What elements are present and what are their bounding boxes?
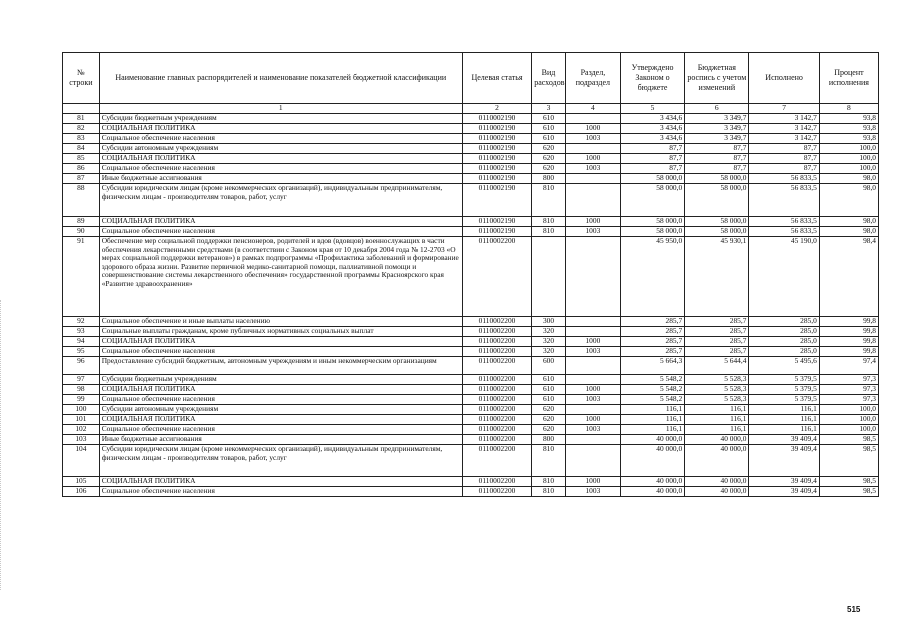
cell-row-no: 83: [63, 134, 100, 144]
cell-executed: 285,0: [749, 327, 819, 337]
cell-target: 0110002190: [462, 134, 531, 144]
cell-name: Социальные выплаты гражданам, кроме публичных нормативных социальных выплат: [99, 327, 462, 337]
header-target: Целевая статья: [462, 53, 531, 104]
cell-section: [565, 114, 620, 124]
cell-schedule: 58 000,0: [685, 227, 749, 237]
cell-approved: 116,1: [620, 405, 684, 415]
cell-section: [565, 174, 620, 184]
column-number: 3: [532, 104, 566, 114]
cell-name: СОЦИАЛЬНАЯ ПОЛИТИКА: [99, 415, 462, 425]
cell-schedule: 87,7: [685, 154, 749, 164]
cell-name: Субсидии бюджетным учреждениям: [99, 375, 462, 385]
cell-target: 0110002200: [462, 415, 531, 425]
cell-target: 0110002200: [462, 237, 531, 317]
cell-schedule: 285,7: [685, 327, 749, 337]
column-number-blank: [63, 104, 100, 114]
cell-percent: 100,0: [819, 415, 878, 425]
table-row: [63, 124, 879, 134]
cell-percent: 98,5: [819, 435, 878, 445]
cell-target: 0110002200: [462, 375, 531, 385]
column-number: 2: [462, 104, 531, 114]
table-row: [63, 327, 879, 337]
cell-type: 600: [532, 357, 566, 375]
cell-name: Предоставление субсидий бюджетным, автономным учреждениям и иным некоммерческим организациям: [99, 357, 462, 375]
table-row: [63, 144, 879, 154]
cell-name: Субсидии юридическим лицам (кроме некоммерческих организаций), индивидуальным предпринимателям, физическим лицам - производителям товаров, работ, услуг: [99, 184, 462, 217]
cell-approved: 40 000,0: [620, 445, 684, 477]
cell-target: 0110002200: [462, 435, 531, 445]
cell-schedule: 285,7: [685, 337, 749, 347]
cell-approved: 87,7: [620, 154, 684, 164]
cell-section: [565, 144, 620, 154]
cell-percent: 98,5: [819, 487, 878, 497]
cell-section: 1000: [565, 385, 620, 395]
cell-name: СОЦИАЛЬНАЯ ПОЛИТИКА: [99, 154, 462, 164]
cell-type: 320: [532, 337, 566, 347]
cell-target: 0110002200: [462, 405, 531, 415]
cell-percent: 100,0: [819, 154, 878, 164]
table-row: [63, 237, 879, 317]
column-number: 8: [819, 104, 878, 114]
cell-section: [565, 445, 620, 477]
table-row: [63, 347, 879, 357]
cell-name: СОЦИАЛЬНАЯ ПОЛИТИКА: [99, 337, 462, 347]
cell-executed: 87,7: [749, 144, 819, 154]
cell-schedule: 3 349,7: [685, 124, 749, 134]
cell-approved: 5 548,2: [620, 375, 684, 385]
cell-target: 0110002200: [462, 327, 531, 337]
cell-executed: 39 409,4: [749, 445, 819, 477]
table-row: [63, 184, 879, 217]
cell-schedule: 285,7: [685, 317, 749, 327]
cell-section: [565, 405, 620, 415]
column-number: 1: [99, 104, 462, 114]
cell-row-no: 95: [63, 347, 100, 357]
cell-schedule: 5 644,4: [685, 357, 749, 375]
cell-approved: 58 000,0: [620, 217, 684, 227]
cell-name: Субсидии автономным учреждениям: [99, 144, 462, 154]
cell-type: 620: [532, 164, 566, 174]
cell-type: 620: [532, 415, 566, 425]
cell-approved: 285,7: [620, 347, 684, 357]
cell-executed: 5 495,6: [749, 357, 819, 375]
cell-executed: 3 142,7: [749, 134, 819, 144]
cell-target: 0110002200: [462, 317, 531, 327]
cell-executed: 56 833,5: [749, 217, 819, 227]
cell-target: 0110002200: [462, 337, 531, 347]
cell-approved: 87,7: [620, 164, 684, 174]
cell-section: [565, 184, 620, 217]
cell-approved: 3 434,6: [620, 134, 684, 144]
cell-row-no: 104: [63, 445, 100, 477]
cell-type: 800: [532, 174, 566, 184]
cell-schedule: 5 528,3: [685, 395, 749, 405]
cell-name: Социальное обеспечение населения: [99, 425, 462, 435]
cell-type: 300: [532, 317, 566, 327]
cell-target: 0110002190: [462, 184, 531, 217]
cell-row-no: 106: [63, 487, 100, 497]
cell-percent: 100,0: [819, 164, 878, 174]
cell-percent: 99,8: [819, 317, 878, 327]
cell-section: [565, 357, 620, 375]
cell-target: 0110002190: [462, 154, 531, 164]
cell-row-no: 97: [63, 375, 100, 385]
cell-type: 810: [532, 487, 566, 497]
cell-executed: 39 409,4: [749, 487, 819, 497]
cell-section: 1000: [565, 154, 620, 164]
header-section: Раздел, подраздел: [565, 53, 620, 104]
cell-target: 0110002200: [462, 347, 531, 357]
cell-type: 320: [532, 327, 566, 337]
cell-type: 610: [532, 124, 566, 134]
cell-row-no: 85: [63, 154, 100, 164]
table-row: [63, 487, 879, 497]
cell-percent: 100,0: [819, 405, 878, 415]
cell-executed: 3 142,7: [749, 124, 819, 134]
cell-executed: 116,1: [749, 405, 819, 415]
cell-executed: 285,0: [749, 347, 819, 357]
cell-target: 0110002190: [462, 174, 531, 184]
cell-type: 610: [532, 385, 566, 395]
header-approved: Утверждено Законом о бюджете: [620, 53, 684, 104]
cell-approved: 87,7: [620, 144, 684, 154]
cell-section: 1003: [565, 395, 620, 405]
cell-name: СОЦИАЛЬНАЯ ПОЛИТИКА: [99, 385, 462, 395]
cell-row-no: 102: [63, 425, 100, 435]
cell-executed: 285,0: [749, 337, 819, 347]
cell-approved: 58 000,0: [620, 184, 684, 217]
cell-schedule: 40 000,0: [685, 445, 749, 477]
cell-schedule: 5 528,3: [685, 385, 749, 395]
cell-schedule: 5 528,3: [685, 375, 749, 385]
cell-approved: 5 548,2: [620, 385, 684, 395]
cell-target: 0110002190: [462, 144, 531, 154]
cell-row-no: 101: [63, 415, 100, 425]
header-type: Вид расходов: [532, 53, 566, 104]
cell-type: 810: [532, 217, 566, 227]
cell-name: Субсидии юридическим лицам (кроме некоммерческих организаций), индивидуальным предпринимателям, физическим лицам - производителям товаров, работ, услуг: [99, 445, 462, 477]
cell-section: 1000: [565, 477, 620, 487]
cell-name: Социальное обеспечение населения: [99, 227, 462, 237]
cell-name: Обеспечение мер социальной поддержки пенсионеров, родителей и вдов (вдовцов) военнослужащих в части обеспечения лекарственными средствами (в соответствии с Законом края от 10 декабря 2004 года № 12-2703 «О мерах социальной поддержки ветеранов») в рамках подпрограммы «Профилактика заболеваний и формирование здорового образа жизни. Развитие первичной медико-санитарной помощи, паллиативной помощи и совершенствование системы лекарственного обеспечения» государственной программы Красноярского края «Развитие здравоохранения»: [99, 237, 462, 317]
cell-percent: 93,8: [819, 134, 878, 144]
column-number: 4: [565, 104, 620, 114]
column-numbers-row: [63, 104, 879, 114]
cell-section: 1000: [565, 415, 620, 425]
cell-approved: 40 000,0: [620, 435, 684, 445]
cell-type: 620: [532, 154, 566, 164]
cell-type: 620: [532, 144, 566, 154]
cell-target: 0110002190: [462, 164, 531, 174]
header-name: Наименование главных распорядителей и наименование показателей бюджетной классификации: [99, 53, 462, 104]
cell-percent: 98,0: [819, 217, 878, 227]
cell-executed: 87,7: [749, 164, 819, 174]
cell-executed: 56 833,5: [749, 184, 819, 217]
cell-row-no: 90: [63, 227, 100, 237]
cell-row-no: 100: [63, 405, 100, 415]
table-row: [63, 425, 879, 435]
cell-target: 0110002200: [462, 395, 531, 405]
cell-executed: 5 379,5: [749, 395, 819, 405]
cell-name: Социальное обеспечение населения: [99, 134, 462, 144]
table-row: [63, 415, 879, 425]
cell-type: 800: [532, 435, 566, 445]
cell-schedule: 40 000,0: [685, 435, 749, 445]
cell-row-no: 91: [63, 237, 100, 317]
cell-schedule: 285,7: [685, 347, 749, 357]
cell-schedule: 116,1: [685, 415, 749, 425]
cell-percent: 99,8: [819, 327, 878, 337]
table-row: [63, 375, 879, 385]
cell-approved: 40 000,0: [620, 487, 684, 497]
cell-target: 0110002200: [462, 357, 531, 375]
cell-schedule: 58 000,0: [685, 217, 749, 227]
cell-schedule: 87,7: [685, 144, 749, 154]
cell-executed: 5 379,5: [749, 375, 819, 385]
cell-section: [565, 375, 620, 385]
cell-name: Субсидии автономным учреждениям: [99, 405, 462, 415]
cell-name: Субсидии бюджетным учреждениям: [99, 114, 462, 124]
cell-row-no: 81: [63, 114, 100, 124]
cell-type: 610: [532, 375, 566, 385]
cell-approved: 3 434,6: [620, 114, 684, 124]
cell-percent: 99,8: [819, 337, 878, 347]
cell-name: Социальное обеспечение населения: [99, 487, 462, 497]
cell-row-no: 99: [63, 395, 100, 405]
cell-percent: 98,4: [819, 237, 878, 317]
table-row: [63, 337, 879, 347]
cell-section: 1003: [565, 134, 620, 144]
cell-section: 1003: [565, 487, 620, 497]
cell-percent: 97,4: [819, 357, 878, 375]
table-row: [63, 385, 879, 395]
cell-row-no: 84: [63, 144, 100, 154]
cell-approved: 3 434,6: [620, 124, 684, 134]
cell-percent: 93,8: [819, 114, 878, 124]
cell-row-no: 98: [63, 385, 100, 395]
cell-section: 1000: [565, 124, 620, 134]
cell-percent: 98,5: [819, 445, 878, 477]
cell-row-no: 94: [63, 337, 100, 347]
cell-executed: 87,7: [749, 154, 819, 164]
cell-percent: 97,3: [819, 395, 878, 405]
cell-schedule: 116,1: [685, 405, 749, 415]
cell-section: [565, 327, 620, 337]
table-row: [63, 174, 879, 184]
cell-approved: 285,7: [620, 327, 684, 337]
cell-row-no: 82: [63, 124, 100, 134]
cell-approved: 5 548,2: [620, 395, 684, 405]
cell-percent: 98,5: [819, 477, 878, 487]
table-row: [63, 164, 879, 174]
table-row: [63, 395, 879, 405]
cell-approved: 45 950,0: [620, 237, 684, 317]
cell-row-no: 93: [63, 327, 100, 337]
column-number: 7: [749, 104, 819, 114]
table-row: [63, 435, 879, 445]
cell-type: 810: [532, 184, 566, 217]
cell-type: [532, 237, 566, 317]
cell-type: 810: [532, 477, 566, 487]
cell-approved: 285,7: [620, 337, 684, 347]
cell-row-no: 86: [63, 164, 100, 174]
cell-name: СОЦИАЛЬНАЯ ПОЛИТИКА: [99, 477, 462, 487]
cell-name: Социальное обеспечение населения: [99, 395, 462, 405]
cell-schedule: 58 000,0: [685, 174, 749, 184]
table-row: [63, 154, 879, 164]
cell-executed: 5 379,5: [749, 385, 819, 395]
cell-target: 0110002200: [462, 445, 531, 477]
cell-approved: 5 664,3: [620, 357, 684, 375]
cell-target: 0110002190: [462, 114, 531, 124]
cell-name: Социальное обеспечение и иные выплаты населению: [99, 317, 462, 327]
cell-name: Социальное обеспечение населения: [99, 164, 462, 174]
cell-section: 1003: [565, 425, 620, 435]
cell-schedule: 116,1: [685, 425, 749, 435]
cell-percent: 97,3: [819, 385, 878, 395]
cell-type: 810: [532, 445, 566, 477]
header-executed: Исполнено: [749, 53, 819, 104]
cell-schedule: 58 000,0: [685, 184, 749, 217]
cell-percent: 93,8: [819, 124, 878, 134]
table-row: [63, 357, 879, 375]
cell-percent: 100,0: [819, 144, 878, 154]
scan-margin-marks: [0, 300, 5, 590]
cell-approved: 40 000,0: [620, 477, 684, 487]
cell-name: СОЦИАЛЬНАЯ ПОЛИТИКА: [99, 124, 462, 134]
table-row: [63, 477, 879, 487]
cell-target: 0110002190: [462, 124, 531, 134]
cell-target: 0110002200: [462, 477, 531, 487]
cell-type: 610: [532, 395, 566, 405]
cell-type: 620: [532, 425, 566, 435]
cell-executed: 116,1: [749, 415, 819, 425]
cell-approved: 116,1: [620, 415, 684, 425]
cell-name: Социальное обеспечение населения: [99, 347, 462, 357]
cell-approved: 116,1: [620, 425, 684, 435]
cell-schedule: 3 349,7: [685, 114, 749, 124]
cell-target: 0110002200: [462, 425, 531, 435]
cell-row-no: 87: [63, 174, 100, 184]
table-row: [63, 317, 879, 327]
header-row-no: № строки: [63, 53, 100, 104]
table-row: [63, 134, 879, 144]
header-row: [63, 53, 879, 104]
cell-name: СОЦИАЛЬНАЯ ПОЛИТИКА: [99, 217, 462, 227]
cell-section: 1000: [565, 217, 620, 227]
cell-schedule: 87,7: [685, 164, 749, 174]
cell-executed: 3 142,7: [749, 114, 819, 124]
cell-executed: 116,1: [749, 425, 819, 435]
cell-section: [565, 237, 620, 317]
cell-executed: 39 409,4: [749, 435, 819, 445]
cell-executed: 39 409,4: [749, 477, 819, 487]
cell-target: 0110002190: [462, 227, 531, 237]
header-schedule: Бюджетная роспись с учетом изменений: [685, 53, 749, 104]
cell-executed: 45 190,0: [749, 237, 819, 317]
cell-section: 1000: [565, 337, 620, 347]
cell-type: 810: [532, 227, 566, 237]
cell-percent: 100,0: [819, 425, 878, 435]
cell-approved: 285,7: [620, 317, 684, 327]
cell-type: 610: [532, 134, 566, 144]
cell-type: 620: [532, 405, 566, 415]
cell-section: [565, 317, 620, 327]
cell-approved: 58 000,0: [620, 174, 684, 184]
cell-percent: 98,0: [819, 227, 878, 237]
cell-executed: 285,0: [749, 317, 819, 327]
cell-row-no: 92: [63, 317, 100, 327]
table-row: [63, 405, 879, 415]
cell-type: 610: [532, 114, 566, 124]
table-row: [63, 445, 879, 477]
cell-section: [565, 435, 620, 445]
cell-executed: 56 833,5: [749, 174, 819, 184]
cell-percent: 98,0: [819, 174, 878, 184]
cell-schedule: 40 000,0: [685, 477, 749, 487]
cell-row-no: 103: [63, 435, 100, 445]
cell-target: 0110002190: [462, 217, 531, 227]
cell-section: 1003: [565, 227, 620, 237]
cell-name: Иные бюджетные ассигнования: [99, 174, 462, 184]
cell-row-no: 89: [63, 217, 100, 227]
column-number: 5: [620, 104, 684, 114]
cell-approved: 58 000,0: [620, 227, 684, 237]
cell-row-no: 96: [63, 357, 100, 375]
cell-schedule: 40 000,0: [685, 487, 749, 497]
cell-schedule: 3 349,7: [685, 134, 749, 144]
cell-section: 1003: [565, 164, 620, 174]
cell-row-no: 88: [63, 184, 100, 217]
page-number: 515: [847, 605, 861, 614]
cell-target: 0110002200: [462, 385, 531, 395]
cell-percent: 98,0: [819, 184, 878, 217]
cell-schedule: 45 930,1: [685, 237, 749, 317]
cell-percent: 97,3: [819, 375, 878, 385]
table-row: [63, 227, 879, 237]
cell-section: 1003: [565, 347, 620, 357]
cell-executed: 56 833,5: [749, 227, 819, 237]
cell-type: 320: [532, 347, 566, 357]
table-row: [63, 217, 879, 227]
budget-table: [62, 52, 879, 497]
cell-percent: 99,8: [819, 347, 878, 357]
cell-name: Иные бюджетные ассигнования: [99, 435, 462, 445]
header-percent: Процент исполнения: [819, 53, 878, 104]
cell-row-no: 105: [63, 477, 100, 487]
column-number: 6: [685, 104, 749, 114]
cell-target: 0110002200: [462, 487, 531, 497]
table-row: [63, 114, 879, 124]
